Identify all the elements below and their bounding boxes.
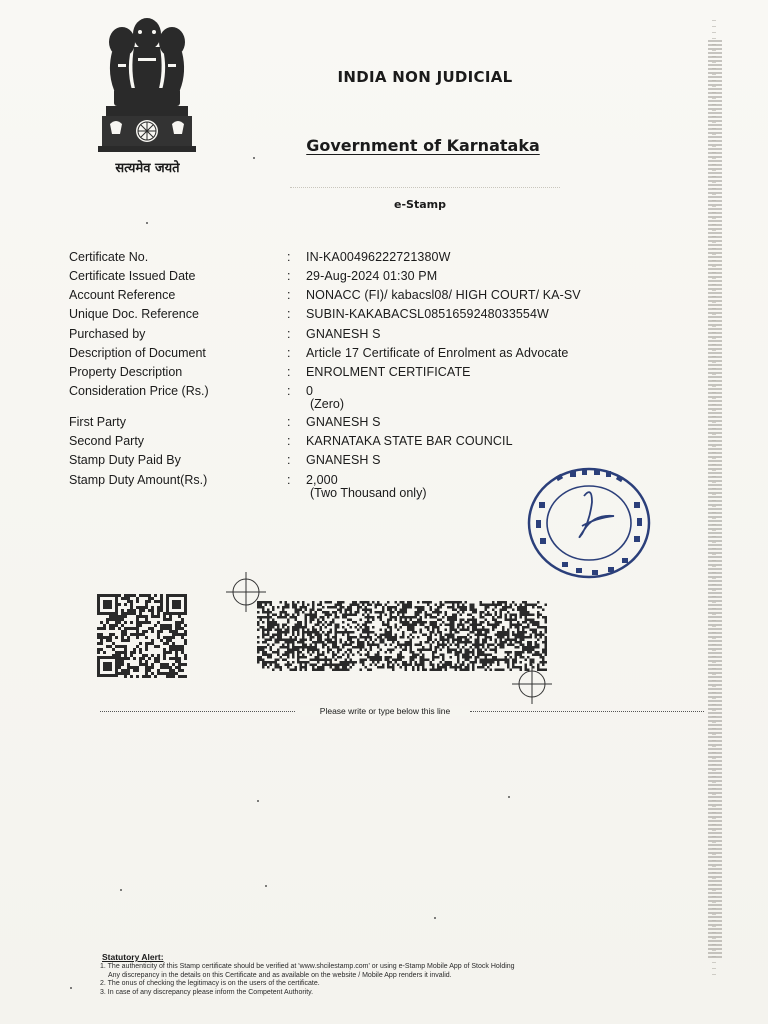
field-value: IN-KA00496222721380W [306, 250, 451, 264]
alert-item: 1. The authenticity of this Stamp certificate should be verified at 'www.shcilestamp.com' or using e-Stamp Mobile App of Stock Holding [100, 963, 515, 970]
state-emblem-icon [92, 12, 202, 182]
qr-code [96, 593, 188, 679]
field-label: Unique Doc. Reference [69, 307, 199, 321]
colon: : [287, 250, 291, 264]
field-row-certificate-no [0, 250, 768, 270]
field-label: Second Party [69, 434, 145, 448]
colon: : [287, 473, 291, 487]
field-row-description-of-document [0, 346, 768, 366]
colon: : [287, 365, 291, 379]
field-label: Purchased by [69, 327, 146, 341]
colon: : [287, 288, 291, 302]
registration-mark-icon [224, 570, 268, 614]
field-value: GNANESH S [306, 453, 381, 467]
security-barcode [257, 600, 547, 672]
field-row-issued-date [0, 269, 768, 289]
field-subvalue: (Zero) [310, 397, 345, 411]
field-row-stamp-duty-paid-by [0, 453, 768, 473]
field-value: SUBIN-KAKABACSL0851659248033554W [306, 307, 549, 321]
alert-item: 2. The onus of checking the legitimacy is on the users of the certificate. [100, 980, 320, 988]
field-label: Certificate No. [69, 250, 149, 264]
field-row-account-reference [0, 288, 768, 308]
field-label: Stamp Duty Paid By [69, 453, 181, 467]
field-value: GNANESH S [306, 327, 381, 341]
colon: : [287, 327, 291, 341]
header-title: INDIA NON JUDICIAL [337, 68, 513, 86]
field-value: 2,000 [306, 473, 338, 487]
field-value: ENROLMENT CERTIFICATE [306, 365, 471, 379]
field-label: Stamp Duty Amount(Rs.) [69, 473, 208, 487]
field-row-consideration-price [0, 384, 768, 414]
field-label: First Party [69, 415, 126, 429]
colon: : [287, 434, 291, 448]
official-seal-icon [526, 466, 652, 580]
field-value: KARNATAKA STATE BAR COUNCIL [306, 434, 513, 448]
field-label: Consideration Price (Rs.) [69, 384, 209, 398]
field-label: Certificate Issued Date [69, 269, 196, 283]
government-name: Government of Karnataka [306, 136, 540, 155]
field-row-first-party [0, 415, 768, 435]
field-value: GNANESH S [306, 415, 381, 429]
divider-label: Please write or type below this line [300, 706, 470, 716]
field-row-property-description [0, 365, 768, 385]
field-label: Account Reference [69, 288, 176, 302]
field-row-stamp-duty-amount [0, 473, 768, 503]
alert-item: 3. In case of any discrepancy please inform the Competent Authority. [100, 988, 314, 996]
alert-item: Any discrepancy in the details on this Certificate and as available on the website / Mobile App renders it invalid. [108, 971, 452, 979]
statutory-alert-title: Statutory Alert: [102, 952, 164, 962]
field-label: Description of Document [69, 346, 206, 360]
field-value: 29-Aug-2024 01:30 PM [306, 269, 438, 283]
security-microprint-line [712, 20, 716, 980]
statutory-alert-list [100, 963, 620, 997]
colon: : [287, 384, 291, 398]
national-motto: सत्यमेव जयते [115, 161, 180, 176]
colon: : [287, 453, 291, 467]
registration-mark-icon [510, 662, 554, 706]
field-label: Property Description [69, 365, 183, 379]
colon: : [287, 307, 291, 321]
colon: : [287, 269, 291, 283]
field-subvalue: (Two Thousand only) [310, 486, 427, 500]
field-value: Article 17 Certificate of Enrolment as Advocate [306, 346, 569, 360]
faint-divider [290, 187, 560, 189]
field-row-purchased-by [0, 327, 768, 347]
colon: : [287, 415, 291, 429]
field-row-second-party [0, 434, 768, 454]
field-row-unique-doc-reference [0, 307, 768, 327]
document-type: e-Stamp [394, 198, 446, 211]
colon: : [287, 346, 291, 360]
field-value: NONACC (FI)/ kabacsl08/ HIGH COURT/ KA-SV [306, 288, 581, 302]
field-value: 0 [306, 384, 314, 398]
